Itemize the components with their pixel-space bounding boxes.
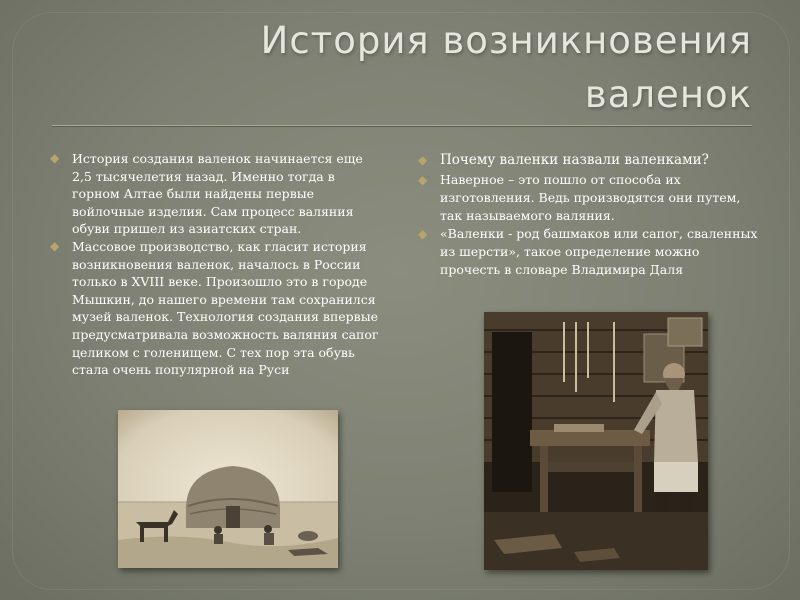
right-paragraph-2-text: Наверное – это пошло от способа их изготовления. Ведь производятся они путем, так называемого валяния. <box>440 172 741 223</box>
right-paragraph-3 <box>418 225 758 279</box>
left-paragraph-1 <box>50 150 380 238</box>
right-paragraph-1 <box>418 150 758 171</box>
bullet-icon: ◆ <box>418 173 428 187</box>
left-paragraph-1-text: История создания валенок начинается еще 2,5 тысячелетия назад. Именно тогда в горном Алтае были найдены первые войлочные изделия. Сам процесс валяния обуви пришел из азиатских стран. <box>72 151 363 237</box>
right-text-column <box>418 150 758 279</box>
slide-title: История возникновения валенок <box>260 19 752 116</box>
bullet-icon: ◆ <box>418 153 428 167</box>
felt-boot-maker-photo <box>484 312 708 570</box>
workshop-illustration <box>484 312 708 570</box>
left-paragraph-2-text: Массовое производство, как гласит история возникновения валенок, началось в России только в XVIII веке. Произошло это в городе Мышкин, до нашего времени там сохранился музей валенок. Технология создания впервые предусматривала возможность валяния сапог целиком с голенищем. С тех пор эта обувь стала очень популярной на Руси <box>72 238 379 378</box>
left-paragraph-2 <box>50 238 380 379</box>
bullet-icon: ◆ <box>418 227 428 241</box>
yurt-steppe-photo <box>118 410 338 568</box>
left-text-column <box>50 150 380 379</box>
bullet-icon: ◆ <box>50 151 60 165</box>
yurt-steppe-illustration <box>118 410 338 568</box>
right-paragraph-1-text: Почему валенки назвали валенками? <box>440 152 709 168</box>
title-divider <box>52 125 752 127</box>
bullet-icon: ◆ <box>50 238 60 253</box>
right-paragraph-3-text: «Валенки - род башмаков или сапог, сваленных из шерсти», такое определение можно прочесть в словаре Владимира Даля <box>440 226 758 277</box>
right-paragraph-2 <box>418 171 758 225</box>
